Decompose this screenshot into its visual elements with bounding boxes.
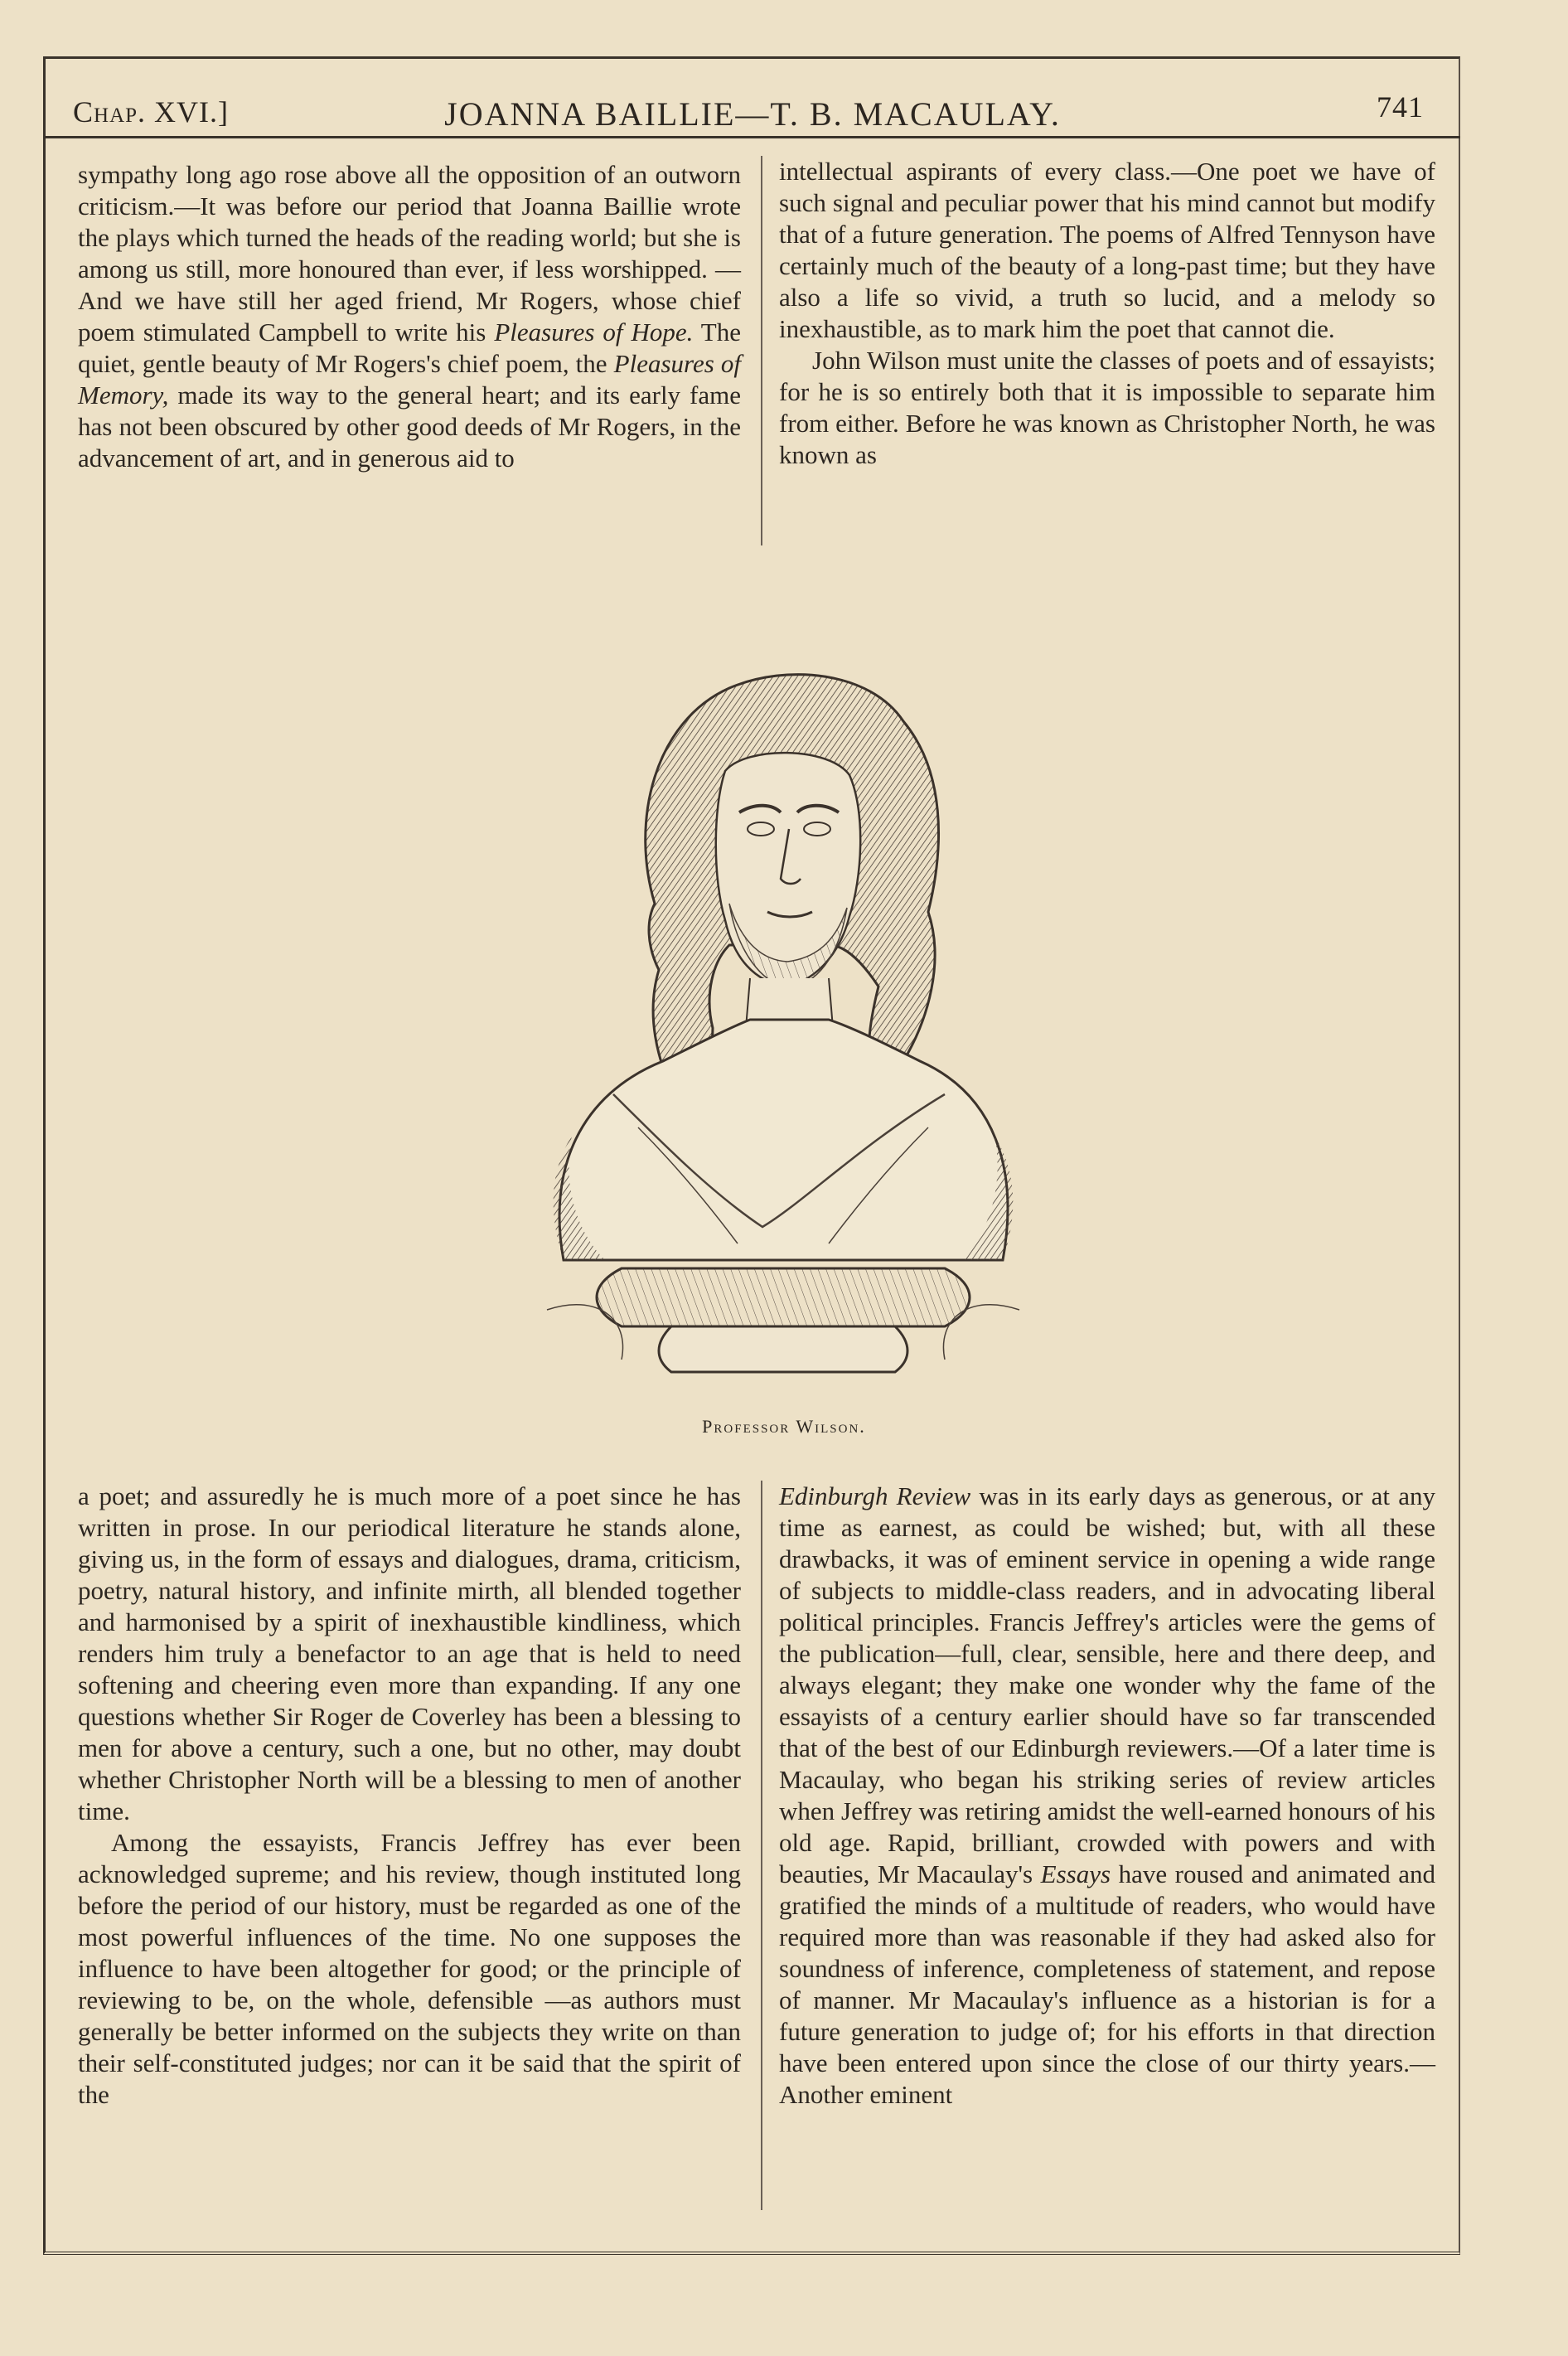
bust-engraving [514,630,1044,1409]
paragraph: a poet; and assuredly he is much more of a poet since he has written in prose. In our periodical literature he stands alone, giving us, in the form of essays and dialogues, drama, criticism, poetry, natural history, and infinite mirth, all blended together and harmonised by a spirit of inexhaustible kindliness, which renders him truly a benefactor to an age that is held to need softening and cheering even more than expanding. If any one questions whether Sir Roger de Coverley has been a blessing to men for above a century, such a one, but no other, may doubt whether Christopher North will be a blessing to men of another time. [78,1481,741,1825]
column-bottom-right [779,1481,1435,2232]
paragraph: Edinburgh Review was in its early days as generous, or at any time as earnest, as could be wished; but, with all these drawbacks, it was of eminent service in opening a wide range of subjects to middle-class readers, and in advocating liberal political principles. Francis Jeffrey's articles were the gems of the publication—full, clear, sensible, here and there deep, and always elegant; they make one wonder why the fame of the essayists of a century earlier should have so far transcended that of the best of our Edinburgh reviewers.—Of a later time is Macaulay, who began his striking series of review articles when Jeffrey was retiring amidst the well-earned honours of his old age. Rapid, brilliant, crowded with powers and with beauties, Mr Macaulay's Essays have roused and animated and gratified the minds of a multitude of readers, who would have required more than was reasonable if they had asked also for soundness of inference, completeness of statement, and repose of manner. Mr Macaulay's influence as a historian is for a future generation to judge of; for his efforts in that direction have been entered upon since the close of our thirty years.—Another eminent [779,1481,1435,2109]
column-top-left [78,159,741,547]
figure-caption: Professor Wilson. [702,1416,866,1437]
page-number: 741 [1377,90,1424,124]
column-divider-bottom [761,1481,762,2210]
chapter-label: Chap. XVI.] [73,95,229,128]
column-divider-top [761,156,762,545]
paragraph: Among the essayists, Francis Jeffrey has ever been acknowledged supreme; and his review, though instituted long before the period of our history, must be regarded as one of the most powerful influences of the time. No one supposes the influence to have been altogether for good; or the principle of reviewing to be, on the whole, defensible —as authors must generally be better informed on the subjects they write on than their self-constituted judges; nor can it be said that the spirit of the [78,1828,741,2109]
column-bottom-left [78,1481,741,2232]
page-title: JOANNA BAILLIE—T. B. MACAULAY. [444,95,1061,133]
paragraph: sympathy long ago rose above all the opposition of an outworn criticism.—It was before our period that Joanna Baillie wrote the plays which turned the heads of the reading world; but she is among us still, more honoured than ever, if less worshipped. —And we have still her aged friend, Mr Rogers, whose chief poem stimulated Campbell to write his Pleasures of Hope. The quiet, gentle beauty of Mr Rogers's chief poem, the Pleasures of Memory, made its way to the general heart; and its early fame has not been obscured by other good deeds of Mr Rogers, in the advancement of art, and in generous aid to [78,160,742,473]
paragraph: intellectual aspirants of every class.—One poet we have of such signal and peculiar power that his mind cannot but modify that of a future generation. The poems of Alfred Tennyson have certainly much of the beauty of a long-past time; but they have also a life so vivid, a truth so lucid, and a melody so inexhaustible, as to mark him the poet that cannot die. [779,157,1435,343]
running-head [73,90,1432,133]
paragraph: John Wilson must unite the classes of poets and of essayists; for he is so entirely both that it is impossible to separate him from either. Before he was known as Christopher North, he was known as [779,346,1435,469]
header-rule [43,136,1460,138]
column-top-right [779,156,1435,545]
